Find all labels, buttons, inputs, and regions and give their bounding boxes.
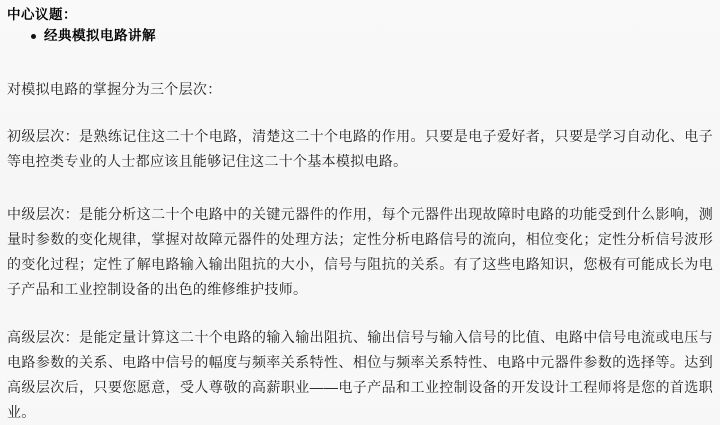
agenda-item-label: 经典模拟电路讲解 xyxy=(44,28,156,43)
page-title: 中心议题： xyxy=(7,7,77,22)
paragraph-beginner-level: 初级层次：是熟练记住这二十个电路，清楚这二十个电路的作用。只要是电子爱好者，只要是学习自动化、电子等电控类专业的人士都应该且能够记住这二十个基本模拟电路。 xyxy=(7,128,713,169)
list-item xyxy=(31,28,713,44)
agenda-list xyxy=(7,28,713,44)
bullet-icon xyxy=(31,34,36,39)
intro-paragraph: 对模拟电路的掌握分为三个层次： xyxy=(7,81,222,97)
paragraph-advanced-level: 高级层次：是能定量计算这二十个电路的输入输出阻抗、输出信号与输入信号的比值、电路中信号电流或电压与电路参数的关系、电路中信号的幅度与频率关系特性、相位与频率关系特性、电路中元器件参数的选择等。达到高级层次后，只要您愿意，受人尊敬的高薪职业——电子产品和工业控制设备的开发设计工程师将是您的首选职业。 xyxy=(7,329,713,420)
paragraph-intermediate-level: 中级层次：是能分析这二十个电路中的关键元器件的作用，每个元器件出现故障时电路的功能受到什么影响，测量时参数的变化规律，掌握对故障元器件的处理方法；定性分析电路信号的流向，相位变化；定性分析信号波形的变化过程；定性了解电路输入输出阻抗的大小，信号与阻抗的关系。有了这些电路知识，您极有可能成长为电子产品和工业控制设备的出色的维修维护技师。 xyxy=(7,206,713,297)
